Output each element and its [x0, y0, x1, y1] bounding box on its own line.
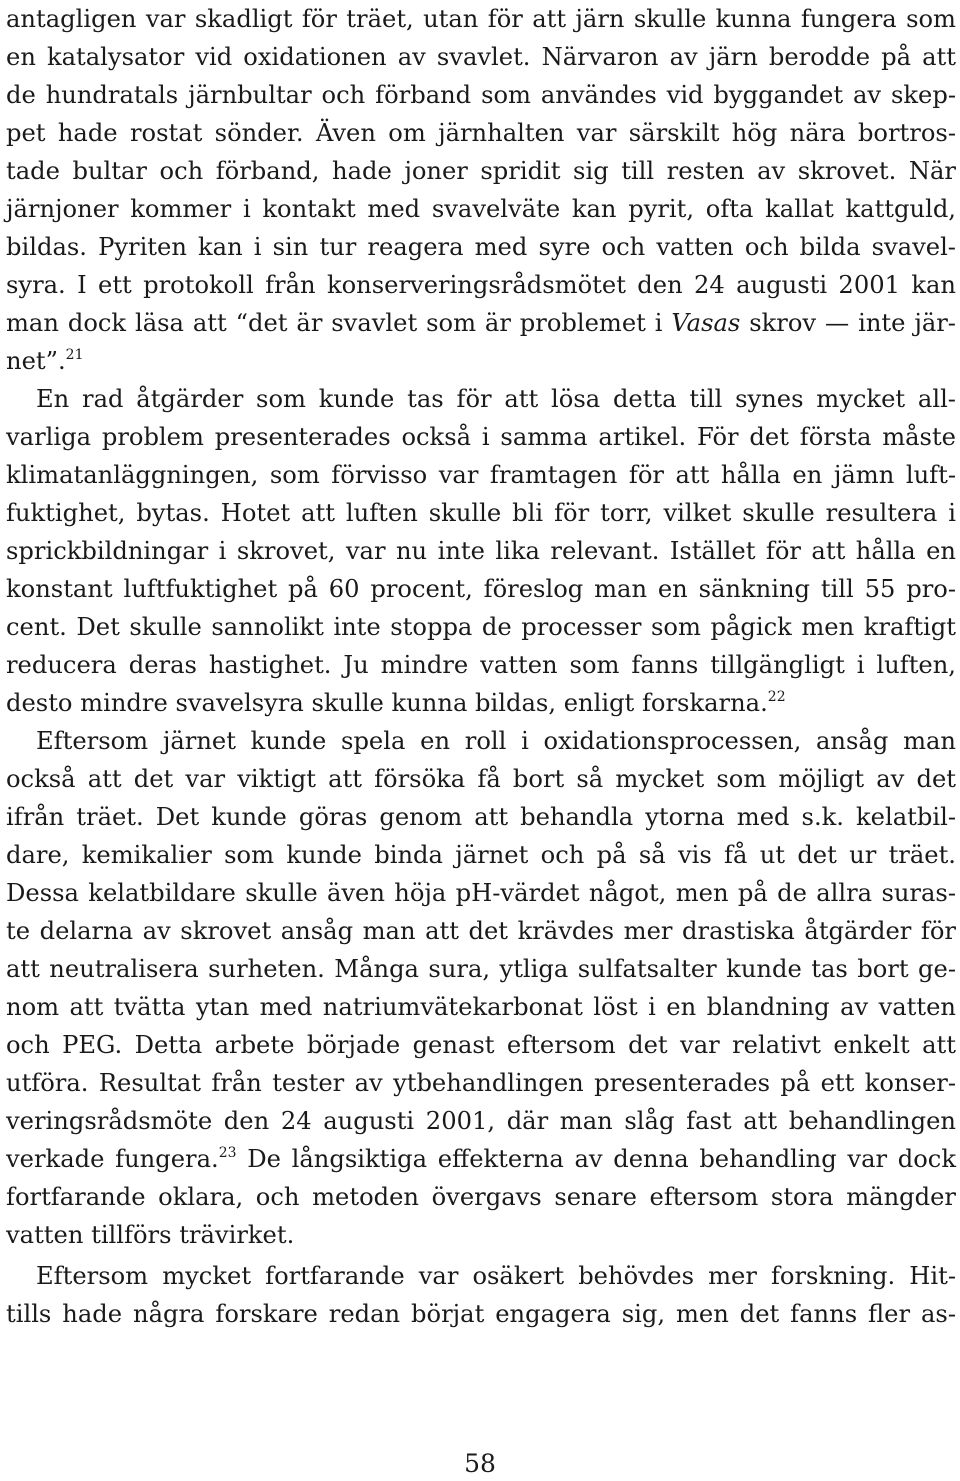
text-line: dare, kemikalier som kunde binda järnet och på så vis få ut det ur träet. — [6, 841, 956, 869]
text-line: fuktighet, bytas. Hotet att luften skulle bli för torr, vilket skulle resultera i — [6, 499, 956, 527]
text-segment: net”. — [6, 347, 66, 375]
text-line — [6, 684, 956, 722]
text-line: de hundratals järnbultar och förband som användes vid byggandet av skep- — [6, 81, 956, 109]
page-number: 58 — [464, 1449, 496, 1478]
text-line: Eftersom järnet kunde spela en roll i oxidationsprocessen, ansåg man — [36, 727, 956, 755]
text-segment: desto mindre svavelsyra skulle kunna bildas, enligt forskarna. — [6, 689, 768, 717]
text-line: vatten tillförs trävirket. — [6, 1221, 295, 1249]
text-line: utföra. Resultat från tester av ytbehandlingen presenterades på ett konser- — [6, 1069, 956, 1097]
text-line: cent. Det skulle sannolikt inte stoppa de processer som pågick men kraftigt — [6, 613, 956, 641]
text-line: pet hade rostat sönder. Även om järnhalten var särskilt hög nära bortros- — [6, 119, 956, 147]
ship-name-italic: Vasas — [671, 309, 741, 337]
text-segment: verkade fungera. — [6, 1145, 219, 1173]
text-line: antagligen var skadligt för träet, utan för att järn skulle kunna fungera som — [6, 5, 956, 33]
text-line: ifrån träet. Det kunde göras genom att behandla ytorna med s.k. kelatbil- — [6, 803, 956, 831]
text-line: konstant luftfuktighet på 60 procent, föreslog man en sänkning till 55 pro- — [6, 575, 956, 603]
text-line: järnjoner kommer i kontakt med svavelväte kan pyrit, ofta kallat kattguld, — [6, 195, 956, 223]
text-line — [6, 1140, 956, 1178]
text-segment: De långsiktiga effekterna av denna behandling var dock — [236, 1145, 957, 1173]
text-line: te delarna av skrovet ansåg man att det krävdes mer drastiska åtgärder för — [6, 917, 956, 945]
text-line — [6, 342, 956, 380]
text-line: att neutralisera surheten. Många sura, ytliga sulfatsalter kunde tas bort ge- — [6, 955, 956, 983]
text-line: också att det var viktigt att försöka få bort så mycket som möjligt av det — [6, 765, 956, 793]
text-line: tade bultar och förband, hade joner spridit sig till resten av skrovet. När — [6, 157, 956, 185]
text-line: fortfarande oklara, och metoden övergavs senare eftersom stora mängder — [6, 1183, 956, 1211]
text-line: bildas. Pyriten kan i sin tur reagera med syre och vatten och bilda svavel- — [6, 233, 956, 261]
text-line: och PEG. Detta arbete började genast eftersom det var relativt enkelt att — [6, 1031, 956, 1059]
text-line: veringsrådsmöte den 24 augusti 2001, där man slåg fast att behandlingen — [6, 1107, 956, 1135]
text-segment: man dock läsa att “det är svavlet som är problemet i — [6, 309, 672, 337]
text-line: tills hade några forskare redan börjat engagera sig, men det fanns fler as- — [6, 1300, 956, 1328]
text-line: sprickbildningar i skrovet, var nu inte lika relevant. Istället för att hålla en — [6, 537, 956, 565]
footnote-marker: 22 — [767, 689, 786, 705]
text-line: en katalysator vid oxidationen av svavlet. Närvaron av järn berodde på att — [6, 43, 956, 71]
text-line: syra. I ett protokoll från konserveringsrådsmötet den 24 augusti 2001 kan — [6, 271, 956, 299]
footnote-marker: 21 — [65, 347, 84, 363]
text-segment: skrov — inte jär- — [740, 309, 956, 337]
footnote-marker: 23 — [218, 1145, 237, 1161]
text-line: reducera deras hastighet. Ju mindre vatten som fanns tillgängligt i luften, — [6, 651, 956, 679]
text-line: varliga problem presenterades också i samma artikel. För det första måste — [6, 423, 956, 451]
text-line: nom att tvätta ytan med natriumvätekarbonat löst i en blandning av vatten — [6, 993, 956, 1021]
text-line: klimatanläggningen, som förvisso var framtagen för att hålla en jämn luft- — [6, 461, 956, 489]
text-line — [6, 304, 956, 342]
text-line: Eftersom mycket fortfarande var osäkert behövdes mer forskning. Hit- — [36, 1262, 956, 1290]
text-line: Dessa kelatbildare skulle även höja pH-värdet något, men på de allra suras- — [6, 879, 956, 907]
text-line: En rad åtgärder som kunde tas för att lösa detta till synes mycket all- — [36, 385, 956, 413]
